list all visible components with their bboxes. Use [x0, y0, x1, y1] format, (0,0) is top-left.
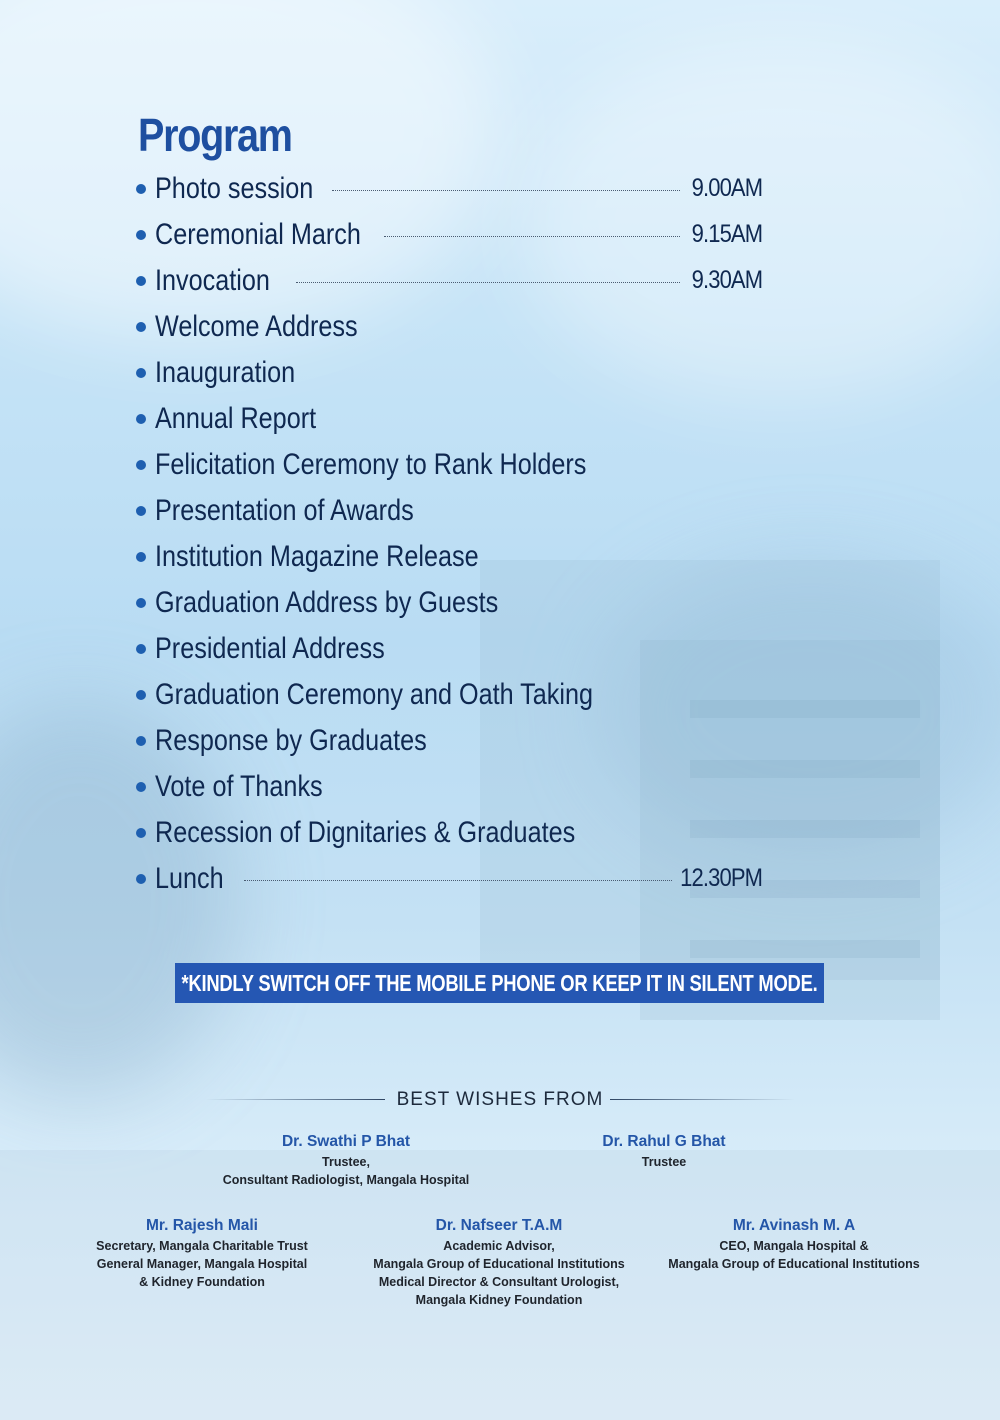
- program-item: [136, 442, 776, 488]
- program-item-label: Graduation Address by Guests: [155, 586, 499, 619]
- bullet-icon: [136, 644, 146, 654]
- program-item-time: 9.00AM: [691, 174, 762, 202]
- program-item: [136, 166, 776, 212]
- person-card: [72, 1217, 332, 1291]
- bullet-icon: [136, 506, 146, 516]
- program-item-label: Ceremonial March: [155, 218, 361, 251]
- program-item: [136, 856, 776, 902]
- person-role: Trustee,: [322, 1155, 370, 1169]
- leader-line: [296, 282, 680, 283]
- program-item: [136, 304, 776, 350]
- bullet-icon: [136, 874, 146, 884]
- bullet-icon: [136, 184, 146, 194]
- person-name: Mr. Avinash M. A: [732, 1217, 856, 1234]
- program-item-time: 9.15AM: [691, 220, 762, 248]
- bullet-icon: [136, 230, 146, 240]
- bullet-icon: [136, 690, 146, 700]
- leader-line: [244, 880, 672, 881]
- program-item-label: Graduation Ceremony and Oath Taking: [155, 678, 594, 711]
- program-item: [136, 672, 776, 718]
- person-name: Dr. Nafseer T.A.M: [435, 1217, 563, 1234]
- program-item-label: Presentation of Awards: [155, 494, 414, 527]
- leader-line: [332, 190, 680, 191]
- divider-right: [610, 1099, 795, 1100]
- person-card: [196, 1133, 496, 1189]
- program-item-label: Invocation: [155, 264, 270, 297]
- program-item: [136, 258, 776, 304]
- person-role: Mangala Group of Educational Institutions: [668, 1257, 920, 1271]
- person-card: [650, 1217, 938, 1273]
- program-item-label: Felicitation Ceremony to Rank Holders: [155, 448, 587, 481]
- person-name: Dr. Swathi P Bhat: [281, 1133, 411, 1150]
- program-item-label: Welcome Address: [155, 310, 358, 343]
- bullet-icon: [136, 414, 146, 424]
- program-item-label: Institution Magazine Release: [155, 540, 479, 573]
- person-role: Consultant Radiologist, Mangala Hospital: [222, 1173, 470, 1187]
- program-item-label: Response by Graduates: [155, 724, 427, 757]
- program-item: [136, 350, 776, 396]
- person-role: Mangala Kidney Foundation: [415, 1293, 583, 1307]
- program-item-label: Presidential Address: [155, 632, 385, 665]
- program-item-label: Vote of Thanks: [155, 770, 323, 803]
- person-role: Mangala Group of Educational Institutions: [373, 1257, 625, 1271]
- program-item: [136, 718, 776, 764]
- bullet-icon: [136, 276, 146, 286]
- person-name: Mr. Rajesh Mali: [146, 1217, 258, 1234]
- page-title: Program: [138, 109, 292, 161]
- program-list: [136, 166, 776, 902]
- bullet-icon: [136, 368, 146, 378]
- person-role: Secretary, Mangala Charitable Trust: [96, 1239, 308, 1253]
- person-role: Academic Advisor,: [443, 1239, 555, 1253]
- bullet-icon: [136, 782, 146, 792]
- program-item: [136, 534, 776, 580]
- program-item: [136, 488, 776, 534]
- person-role: & Kidney Foundation: [139, 1275, 265, 1289]
- person-role: General Manager, Mangala Hospital: [96, 1257, 308, 1271]
- program-item: [136, 580, 776, 626]
- program-item: [136, 396, 776, 442]
- program-item: [136, 764, 776, 810]
- bullet-icon: [136, 552, 146, 562]
- bullet-icon: [136, 322, 146, 332]
- person-card: [354, 1217, 644, 1309]
- notice-text: *KINDLY SWITCH OFF THE MOBILE PHONE OR KEEP IT IN SILENT MODE.: [181, 969, 818, 996]
- bullet-icon: [136, 460, 146, 470]
- bullet-icon: [136, 736, 146, 746]
- person-card: [564, 1133, 764, 1171]
- person-name: Dr. Rahul G Bhat: [602, 1133, 726, 1150]
- program-item-time: 9.30AM: [691, 266, 762, 294]
- bullet-icon: [136, 828, 146, 838]
- best-wishes-heading: BEST WISHES FROM: [396, 1089, 604, 1110]
- bullet-icon: [136, 598, 146, 608]
- program-item-label: Photo session: [155, 172, 314, 205]
- leader-line: [384, 236, 680, 237]
- program-item: [136, 626, 776, 672]
- program-item-label: Lunch: [155, 862, 224, 895]
- program-item-label: Annual Report: [155, 402, 317, 435]
- person-role: CEO, Mangala Hospital &: [719, 1239, 869, 1253]
- program-item: [136, 810, 776, 856]
- person-role: Medical Director & Consultant Urologist,: [378, 1275, 620, 1289]
- program-item-label: Inauguration: [155, 356, 296, 389]
- person-role: Trustee: [641, 1155, 687, 1169]
- program-item: [136, 212, 776, 258]
- program-item-label: Recession of Dignitaries & Graduates: [155, 816, 576, 849]
- notice-banner: [175, 963, 824, 1003]
- program-item-time: 12.30PM: [680, 864, 762, 892]
